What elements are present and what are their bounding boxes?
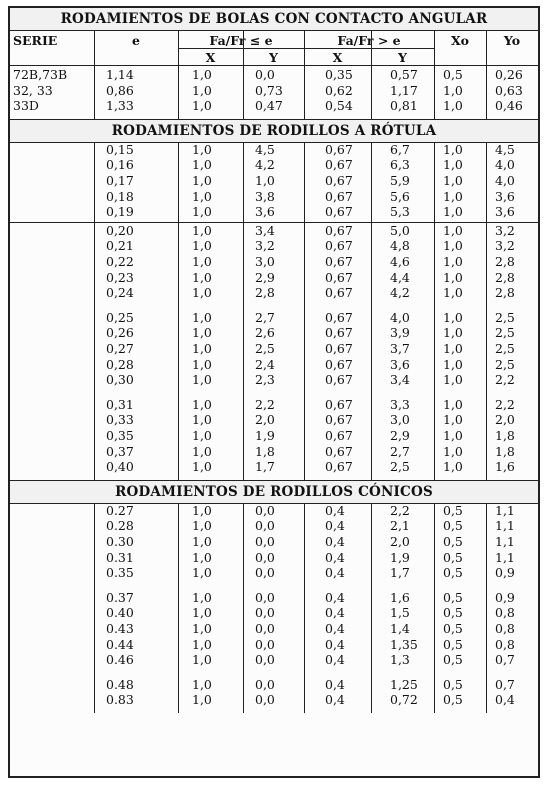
value-cell: 1,5 bbox=[390, 605, 410, 621]
column-divider bbox=[371, 143, 372, 480]
value-cell: 0,4 bbox=[495, 692, 515, 708]
value-cell: 0,67 bbox=[325, 459, 353, 475]
value-cell: 0,4 bbox=[325, 605, 345, 621]
value-cell: 0,4 bbox=[325, 636, 345, 652]
value-cell: 0.83 bbox=[106, 692, 134, 708]
value-cell: 0,16 bbox=[106, 157, 134, 173]
header-y0: Yo bbox=[503, 33, 521, 48]
value-cell: 0,67 bbox=[325, 412, 353, 428]
value-cell: 4,2 bbox=[255, 157, 275, 173]
value-cell: 1,0 bbox=[443, 141, 463, 157]
value-cell: 1,0 bbox=[192, 428, 212, 443]
value-cell: 0,0 bbox=[255, 534, 275, 549]
value-cell: 1,0 bbox=[192, 188, 212, 204]
value-cell: 2,5 bbox=[495, 356, 515, 372]
value-cell: 1,0 bbox=[192, 605, 212, 621]
value-cell: 0,9 bbox=[495, 589, 515, 605]
value-cell: 1,1 bbox=[495, 534, 515, 549]
value-cell: 0.31 bbox=[106, 549, 134, 565]
column-divider bbox=[304, 143, 305, 480]
value-cell: 0,0 bbox=[255, 621, 275, 636]
value-cell: 0,5 bbox=[443, 636, 463, 652]
value-cell: 1,4 bbox=[390, 621, 410, 636]
column-divider bbox=[94, 31, 95, 119]
value-cell: 0,0 bbox=[255, 549, 275, 565]
value-cell: 1,7 bbox=[390, 565, 410, 581]
value-cell: 0.40 bbox=[106, 605, 134, 621]
value-cell: 3,6 bbox=[495, 188, 515, 204]
value-cell: 0,5 bbox=[443, 692, 463, 708]
column-divider bbox=[243, 504, 244, 713]
value-cell: 1,0 bbox=[192, 341, 212, 356]
value-cell: 0,26 bbox=[106, 325, 134, 341]
value-cell: 1,8 bbox=[255, 443, 275, 459]
value-cell: 2,5 bbox=[495, 325, 515, 341]
value-cell: 0,0 bbox=[255, 652, 275, 668]
value-cell: 1,0 bbox=[443, 285, 463, 301]
value-cell: 4,6 bbox=[390, 254, 410, 269]
column-divider bbox=[94, 504, 95, 713]
value-cell: 1,0 bbox=[192, 502, 212, 518]
value-cell: 0,4 bbox=[325, 692, 345, 708]
value-cell: 2,6 bbox=[255, 325, 275, 341]
value-cell: 1,0 bbox=[192, 549, 212, 565]
value-cell: 0,67 bbox=[325, 396, 353, 412]
column-divider bbox=[486, 143, 487, 480]
column-divider bbox=[486, 504, 487, 713]
column-divider bbox=[243, 143, 244, 480]
value-cell: 2,7 bbox=[255, 309, 275, 325]
value-cell: 4,4 bbox=[390, 269, 410, 285]
value-cell: 2,9 bbox=[255, 269, 275, 285]
value-cell: 3,3 bbox=[390, 396, 410, 412]
value-cell: 1,8 bbox=[495, 443, 515, 459]
value-cell: 0,17 bbox=[106, 173, 134, 188]
value-cell: 0,67 bbox=[325, 428, 353, 443]
value-cell: 2,9 bbox=[390, 428, 410, 443]
value-cell: 2,2 bbox=[495, 372, 515, 388]
value-cell: 0,67 bbox=[325, 309, 353, 325]
value-cell: 0,31 bbox=[106, 396, 134, 412]
value-cell: 0,67 bbox=[325, 285, 353, 301]
column-divider bbox=[371, 31, 372, 119]
value-cell: 0,15 bbox=[106, 141, 134, 157]
value-cell: 3,6 bbox=[255, 204, 275, 220]
value-cell: 0,5 bbox=[443, 534, 463, 549]
value-cell: 1,7 bbox=[255, 459, 275, 475]
section-title: RODAMIENTOS DE RODILLOS CÓNICOS bbox=[10, 481, 538, 504]
value-cell: 1,9 bbox=[255, 428, 275, 443]
value-cell: 0,4 bbox=[325, 676, 345, 692]
value-cell: 0,0 bbox=[255, 565, 275, 581]
value-cell: 0,4 bbox=[325, 652, 345, 668]
value-cell: 1,0 bbox=[443, 412, 463, 428]
value-cell: 0,67 bbox=[325, 372, 353, 388]
value-cell: 5,0 bbox=[390, 222, 410, 238]
value-cell: 0,67 bbox=[325, 325, 353, 341]
value-cell: 0.27 bbox=[106, 502, 134, 518]
value-cell: 0,20 bbox=[106, 222, 134, 238]
header-group2: Fa/Fr > e bbox=[337, 33, 401, 48]
value-cell: 4,0 bbox=[495, 173, 515, 188]
value-cell: 0,67 bbox=[325, 341, 353, 356]
value-cell: 0,62 bbox=[325, 82, 353, 98]
value-cell: 1,0 bbox=[192, 652, 212, 668]
column-divider bbox=[94, 143, 95, 480]
value-cell: 0,4 bbox=[325, 502, 345, 518]
value-cell: 0,4 bbox=[325, 534, 345, 549]
value-cell: 0,18 bbox=[106, 188, 134, 204]
value-cell: 0,4 bbox=[325, 589, 345, 605]
section-title: RODAMIENTOS DE BOLAS CON CONTACTO ANGULAR bbox=[10, 8, 538, 31]
value-cell: 0,23 bbox=[106, 269, 134, 285]
value-cell: 2,8 bbox=[495, 254, 515, 269]
value-cell: 2,5 bbox=[255, 341, 275, 356]
value-cell: 2,0 bbox=[255, 412, 275, 428]
value-cell: 0,26 bbox=[495, 67, 523, 82]
value-cell: 1,0 bbox=[192, 269, 212, 285]
value-cell: 0,67 bbox=[325, 269, 353, 285]
value-cell: 0,86 bbox=[106, 82, 134, 98]
value-cell: 0,5 bbox=[443, 621, 463, 636]
value-cell: 0,33 bbox=[106, 412, 134, 428]
value-cell: 3,0 bbox=[255, 254, 275, 269]
value-cell: 1,0 bbox=[192, 285, 212, 301]
column-divider bbox=[178, 31, 179, 119]
value-cell: 0,47 bbox=[255, 98, 283, 114]
value-cell: 1,0 bbox=[443, 204, 463, 220]
value-cell: 0.37 bbox=[106, 589, 134, 605]
value-cell: 0,81 bbox=[390, 98, 418, 114]
value-cell: 1,8 bbox=[495, 428, 515, 443]
value-cell: 1,0 bbox=[443, 238, 463, 254]
value-cell: 0,57 bbox=[390, 67, 418, 82]
value-cell: 4,0 bbox=[495, 157, 515, 173]
value-cell: 0,63 bbox=[495, 82, 523, 98]
bearing-factors-table bbox=[8, 6, 540, 778]
value-cell: 1,0 bbox=[192, 173, 212, 188]
value-cell: 0,54 bbox=[325, 98, 353, 114]
serie-cell: 33D bbox=[13, 98, 39, 114]
header-x0: Xo bbox=[450, 33, 470, 48]
value-cell: 1,0 bbox=[192, 518, 212, 534]
value-cell: 1,0 bbox=[192, 372, 212, 388]
value-cell: 2,0 bbox=[390, 534, 410, 549]
column-divider bbox=[371, 504, 372, 713]
value-cell: 0,67 bbox=[325, 157, 353, 173]
value-cell: 1,0 bbox=[443, 173, 463, 188]
value-cell: 3,7 bbox=[390, 341, 410, 356]
value-cell: 0,73 bbox=[255, 82, 283, 98]
value-cell: 2,1 bbox=[390, 518, 410, 534]
value-cell: 1,0 bbox=[192, 356, 212, 372]
value-cell: 0,0 bbox=[255, 692, 275, 708]
value-cell: 0,30 bbox=[106, 372, 134, 388]
value-cell: 5,6 bbox=[390, 188, 410, 204]
value-cell: 0.46 bbox=[106, 652, 134, 668]
value-cell: 0,0 bbox=[255, 502, 275, 518]
value-cell: 3,4 bbox=[255, 222, 275, 238]
header-group1: Fa/Fr ≤ e bbox=[209, 33, 273, 48]
value-cell: 0,9 bbox=[495, 565, 515, 581]
value-cell: 3,2 bbox=[495, 222, 515, 238]
value-cell: 0,4 bbox=[325, 565, 345, 581]
value-cell: 0,40 bbox=[106, 459, 134, 475]
value-cell: 0,22 bbox=[106, 254, 134, 269]
header-sub-x: X bbox=[205, 50, 216, 65]
value-cell: 1,0 bbox=[192, 443, 212, 459]
value-cell: 1,0 bbox=[443, 459, 463, 475]
value-cell: 1,25 bbox=[390, 676, 418, 692]
value-cell: 1,0 bbox=[443, 157, 463, 173]
value-cell: 2,2 bbox=[255, 396, 275, 412]
value-cell: 1,0 bbox=[443, 309, 463, 325]
header-sub-y: Y bbox=[398, 50, 407, 65]
value-cell: 1,35 bbox=[390, 636, 418, 652]
value-cell: 1,9 bbox=[390, 549, 410, 565]
value-cell: 1,0 bbox=[443, 341, 463, 356]
value-cell: 3,6 bbox=[390, 356, 410, 372]
value-cell: 4,0 bbox=[390, 309, 410, 325]
value-cell: 1,0 bbox=[192, 459, 212, 475]
value-cell: 0,46 bbox=[495, 98, 523, 114]
value-cell: 1,0 bbox=[443, 428, 463, 443]
value-cell: 0,5 bbox=[443, 67, 463, 82]
column-divider bbox=[434, 504, 435, 713]
value-cell: 0,35 bbox=[106, 428, 134, 443]
value-cell: 2,0 bbox=[495, 412, 515, 428]
header-e: e bbox=[132, 33, 140, 48]
value-cell: 0,67 bbox=[325, 254, 353, 269]
value-cell: 3,6 bbox=[495, 204, 515, 220]
value-cell: 1,0 bbox=[192, 309, 212, 325]
value-cell: 0,27 bbox=[106, 341, 134, 356]
value-cell: 0,25 bbox=[106, 309, 134, 325]
value-cell: 1,0 bbox=[192, 621, 212, 636]
value-cell: 0,8 bbox=[495, 621, 515, 636]
value-cell: 1,0 bbox=[192, 254, 212, 269]
value-cell: 1,17 bbox=[390, 82, 418, 98]
value-cell: 1,1 bbox=[495, 502, 515, 518]
value-cell: 0.48 bbox=[106, 676, 134, 692]
value-cell: 6,7 bbox=[390, 141, 410, 157]
value-cell: 0.28 bbox=[106, 518, 134, 534]
header-serie: SERIE bbox=[13, 33, 58, 48]
value-cell: 1,1 bbox=[495, 549, 515, 565]
serie-cell: 72B,73B bbox=[13, 67, 68, 82]
value-cell: 1,0 bbox=[443, 372, 463, 388]
value-cell: 1,0 bbox=[443, 188, 463, 204]
value-cell: 1,0 bbox=[192, 98, 212, 114]
value-cell: 3,0 bbox=[390, 412, 410, 428]
value-cell: 1,0 bbox=[192, 82, 212, 98]
value-cell: 1,0 bbox=[443, 325, 463, 341]
value-cell: 3,2 bbox=[495, 238, 515, 254]
value-cell: 3,8 bbox=[255, 188, 275, 204]
header-subline bbox=[178, 48, 434, 49]
value-cell: 0,5 bbox=[443, 565, 463, 581]
value-cell: 2,5 bbox=[495, 309, 515, 325]
value-cell: 1,0 bbox=[192, 141, 212, 157]
value-cell: 2,5 bbox=[390, 459, 410, 475]
value-cell: 0,4 bbox=[325, 518, 345, 534]
value-cell: 1,0 bbox=[192, 565, 212, 581]
value-cell: 0,24 bbox=[106, 285, 134, 301]
value-cell: 1,14 bbox=[106, 67, 134, 82]
value-cell: 1,0 bbox=[443, 98, 463, 114]
value-cell: 1,3 bbox=[390, 652, 410, 668]
value-cell: 0,72 bbox=[390, 692, 418, 708]
header-sub-x: X bbox=[332, 50, 343, 65]
column-divider bbox=[178, 143, 179, 480]
value-cell: 1,33 bbox=[106, 98, 134, 114]
value-cell: 0,7 bbox=[495, 652, 515, 668]
value-cell: 1,0 bbox=[192, 222, 212, 238]
value-cell: 1,0 bbox=[192, 412, 212, 428]
value-cell: 0.43 bbox=[106, 621, 134, 636]
value-cell: 0,67 bbox=[325, 141, 353, 157]
value-cell: 2,8 bbox=[495, 269, 515, 285]
value-cell: 2,2 bbox=[390, 502, 410, 518]
value-cell: 0,5 bbox=[443, 502, 463, 518]
value-cell: 1,0 bbox=[443, 82, 463, 98]
value-cell: 0,5 bbox=[443, 652, 463, 668]
value-cell: 0,37 bbox=[106, 443, 134, 459]
value-cell: 1,0 bbox=[255, 173, 275, 188]
value-cell: 1,0 bbox=[192, 67, 212, 82]
value-cell: 0,5 bbox=[443, 549, 463, 565]
value-cell: 0,19 bbox=[106, 204, 134, 220]
value-cell: 0,5 bbox=[443, 605, 463, 621]
value-cell: 1,0 bbox=[192, 396, 212, 412]
value-cell: 1,0 bbox=[192, 238, 212, 254]
value-cell: 0,0 bbox=[255, 518, 275, 534]
value-cell: 0,67 bbox=[325, 222, 353, 238]
value-cell: 3,2 bbox=[255, 238, 275, 254]
value-cell: 0,5 bbox=[443, 676, 463, 692]
value-cell: 0,4 bbox=[325, 549, 345, 565]
value-cell: 0.35 bbox=[106, 565, 134, 581]
column-divider bbox=[243, 31, 244, 119]
value-cell: 2,5 bbox=[495, 341, 515, 356]
value-cell: 1,0 bbox=[192, 676, 212, 692]
value-cell: 1,0 bbox=[443, 356, 463, 372]
column-divider bbox=[434, 143, 435, 480]
value-cell: 1,0 bbox=[192, 204, 212, 220]
value-cell: 1,0 bbox=[192, 589, 212, 605]
value-cell: 0.30 bbox=[106, 534, 134, 549]
value-cell: 1,0 bbox=[192, 325, 212, 341]
value-cell: 0,5 bbox=[443, 589, 463, 605]
value-cell: 4,8 bbox=[390, 238, 410, 254]
value-cell: 0,28 bbox=[106, 356, 134, 372]
value-cell: 3,4 bbox=[390, 372, 410, 388]
value-cell: 4,5 bbox=[495, 141, 515, 157]
value-cell: 2,4 bbox=[255, 356, 275, 372]
value-cell: 0,4 bbox=[325, 621, 345, 636]
column-divider bbox=[486, 31, 487, 119]
value-cell: 1,0 bbox=[192, 636, 212, 652]
value-cell: 0,35 bbox=[325, 67, 353, 82]
value-cell: 0,8 bbox=[495, 605, 515, 621]
value-cell: 2,3 bbox=[255, 372, 275, 388]
value-cell: 1,0 bbox=[443, 254, 463, 269]
value-cell: 1,6 bbox=[390, 589, 410, 605]
value-cell: 2,8 bbox=[495, 285, 515, 301]
value-cell: 1,1 bbox=[495, 518, 515, 534]
value-cell: 5,3 bbox=[390, 204, 410, 220]
value-cell: 0,67 bbox=[325, 173, 353, 188]
column-divider bbox=[434, 31, 435, 119]
value-cell: 0,67 bbox=[325, 188, 353, 204]
value-cell: 0,21 bbox=[106, 238, 134, 254]
value-cell: 0,0 bbox=[255, 676, 275, 692]
value-cell: 0,7 bbox=[495, 676, 515, 692]
value-cell: 1,0 bbox=[192, 692, 212, 708]
value-cell: 0,67 bbox=[325, 204, 353, 220]
value-cell: 0.44 bbox=[106, 636, 134, 652]
value-cell: 1,0 bbox=[443, 396, 463, 412]
value-cell: 1,6 bbox=[495, 459, 515, 475]
value-cell: 0,5 bbox=[443, 518, 463, 534]
value-cell: 1,0 bbox=[192, 157, 212, 173]
value-cell: 0,67 bbox=[325, 238, 353, 254]
value-cell: 3,9 bbox=[390, 325, 410, 341]
value-cell: 0,0 bbox=[255, 636, 275, 652]
value-cell: 5,9 bbox=[390, 173, 410, 188]
value-cell: 1,0 bbox=[443, 443, 463, 459]
serie-cell: 32, 33 bbox=[13, 82, 53, 98]
header-bottom-rule bbox=[10, 65, 538, 66]
value-cell: 0,67 bbox=[325, 443, 353, 459]
value-cell: 4,2 bbox=[390, 285, 410, 301]
value-cell: 0,8 bbox=[495, 636, 515, 652]
value-cell: 2,8 bbox=[255, 285, 275, 301]
column-divider bbox=[304, 31, 305, 119]
value-cell: 1,0 bbox=[443, 222, 463, 238]
value-cell: 6,3 bbox=[390, 157, 410, 173]
value-cell: 0,0 bbox=[255, 589, 275, 605]
column-divider bbox=[178, 504, 179, 713]
column-divider bbox=[304, 504, 305, 713]
value-cell: 2,7 bbox=[390, 443, 410, 459]
value-cell: 2,2 bbox=[495, 396, 515, 412]
header-sub-y: Y bbox=[269, 50, 278, 65]
value-cell: 0,0 bbox=[255, 67, 275, 82]
value-cell: 0,67 bbox=[325, 356, 353, 372]
value-cell: 1,0 bbox=[443, 269, 463, 285]
value-cell: 4,5 bbox=[255, 141, 275, 157]
value-cell: 0,0 bbox=[255, 605, 275, 621]
section-title: RODAMIENTOS DE RODILLOS A RÓTULA bbox=[10, 120, 538, 143]
value-cell: 1,0 bbox=[192, 534, 212, 549]
